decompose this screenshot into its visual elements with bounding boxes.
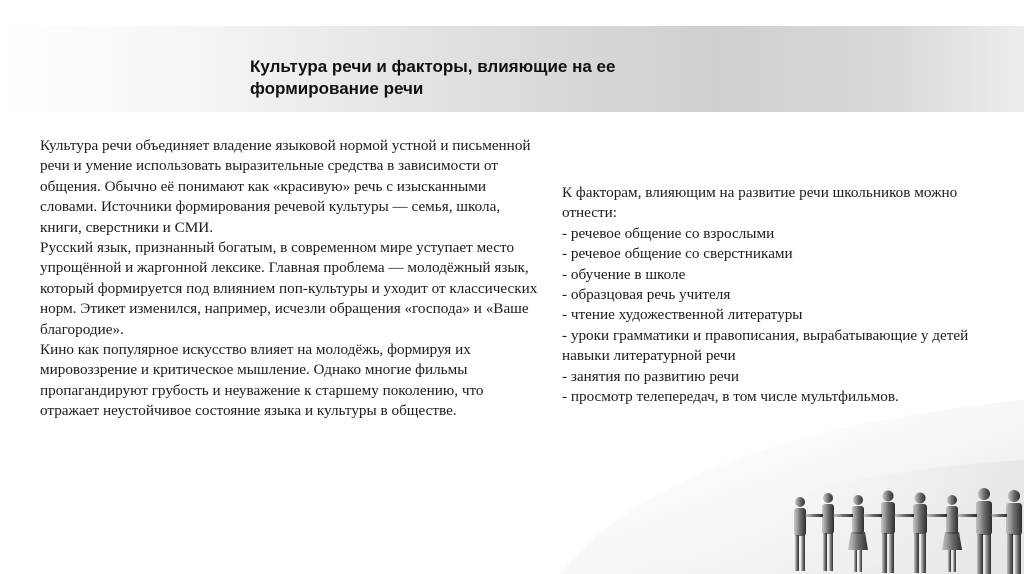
factor-item: - чтение художественной литературы [562,306,803,324]
slide-title: Культура речи и факторы, влияющие на ее формирование речи [250,57,616,98]
factor-item: - образцовая речь учителя [562,286,731,304]
left-paragraph-1: Культура речи объединяет владение языковой нормой устной и письменной речи и умение использовать выразительные средства в зависимости от общения. Обычно её понимают как «красивую» речь с изысканными словами. Источники формирования речевой культуры — семья, школа, книги, сверстники и СМИ. [40,137,531,236]
left-paragraph-2: Русский язык, признанный богатым, в современном мире уступает место упрощённой и жаргонной лексике. Главная проблема — молодёжный язык, который формируется под влиянием поп-культуры и уходит от классических норм. Этикет изменился, например, исчезли обращения «господа» и «Ваше благородие». [40,239,538,338]
right-text-column [562,183,1012,407]
factor-item: - речевое общение со взрослыми [562,224,775,242]
left-paragraph-3: Кино как популярное искусство влияет на молодёжь, формируя их мировоззрение и критическое мышление. Однако многие фильмы пропагандируют грубость и неуважение к старшему поколению, что отражает неустойчивое состояние языка и культуры в обществе. [40,341,484,420]
people-silhouettes-image [780,480,1024,574]
factor-item: - обучение в школе [562,265,686,283]
factors-intro: К факторам, влияющим на развитие речи школьников можно отнести: [562,184,958,222]
factor-item: - речевое общение со сверстниками [562,245,793,263]
left-text-column [40,136,540,422]
factor-item: - уроки грамматики и правописания, вырабатывающие у детей навыки литературной речи [562,326,969,365]
factor-item: - занятия по развитию речи [562,367,740,385]
factor-item: - просмотр телепередач, в том числе мультфильмов. [562,388,899,406]
